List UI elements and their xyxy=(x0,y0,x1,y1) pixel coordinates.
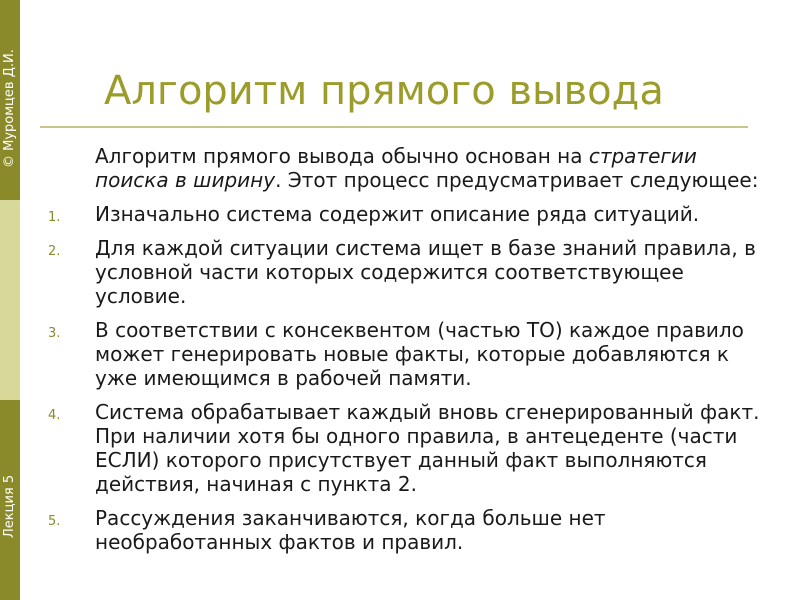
list-item-text: Система обрабатывает каждый вновь сгенерированный факт. При наличии хотя бы одного правила, в антецеденте (части ЕСЛИ) которого присутствует данный факт выполняются действия, начиная с пункта 2. xyxy=(95,400,760,496)
list-item-number: 2. xyxy=(48,244,61,259)
list-item-number: 4. xyxy=(48,408,61,423)
list-item-text: Рассуждения заканчиваются, когда больше нет необработанных фактов и правил. xyxy=(95,506,606,554)
copyright-label: © Муромцев Д.И. xyxy=(2,49,17,168)
slide-body xyxy=(48,144,776,564)
list-item xyxy=(48,202,776,226)
list-item xyxy=(48,318,776,390)
list-item-number: 5. xyxy=(48,514,61,529)
intro-paragraph xyxy=(48,144,776,192)
list-item xyxy=(48,506,776,554)
list-item-text: В соответствии с консеквентом (частью ТО) каждое правило может генерировать новые факты, которые добавляются к уже имеющимся в рабочей памяти. xyxy=(95,318,744,390)
steps-list xyxy=(48,202,776,554)
list-item-number: 1. xyxy=(48,210,61,225)
intro-text-after: . Этот процесс предусматривает следующее: xyxy=(275,168,759,192)
intro-emphasis: стратегии поиска в ширину xyxy=(95,144,697,192)
list-item xyxy=(48,236,776,308)
list-item xyxy=(48,400,776,496)
sidebar-middle-band xyxy=(0,200,20,400)
lecture-label: Лекция 5 xyxy=(2,474,17,538)
title-divider xyxy=(40,126,748,128)
sidebar xyxy=(0,0,20,600)
slide-title: Алгоритм прямого вывода xyxy=(104,68,664,114)
list-item-text: Для каждой ситуации система ищет в базе знаний правила, в условной части которых содержится соответствующее условие. xyxy=(95,236,756,308)
list-item-number: 3. xyxy=(48,326,61,341)
intro-text-before: Алгоритм прямого вывода обычно основан на xyxy=(95,144,589,168)
list-item-text: Изначально система содержит описание ряда ситуаций. xyxy=(95,202,700,226)
